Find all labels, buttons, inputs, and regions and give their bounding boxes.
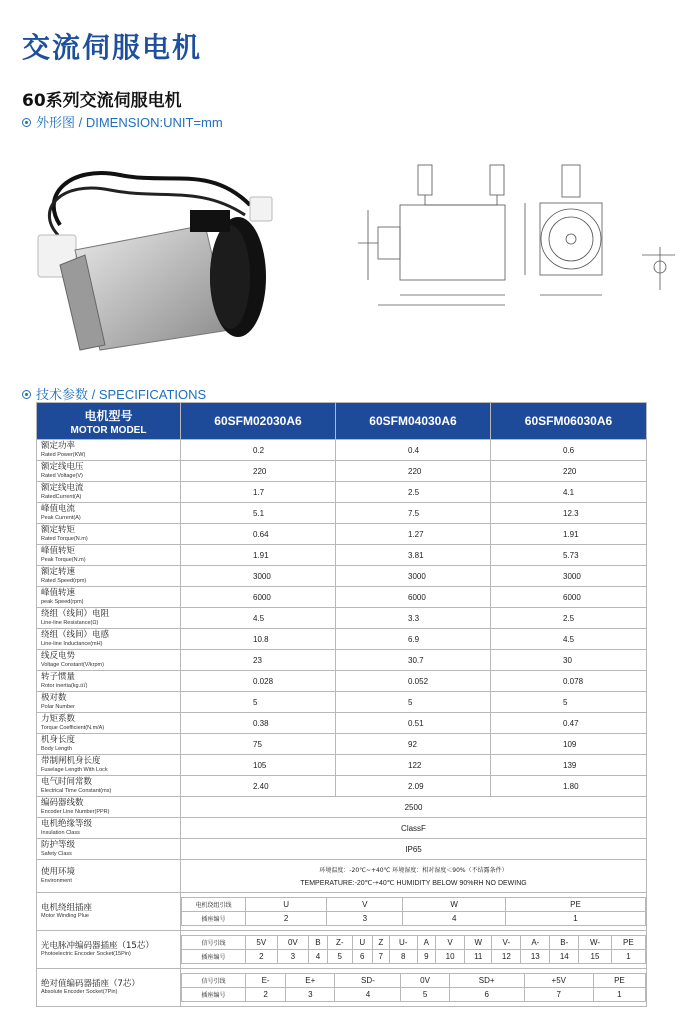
cell-value: 109	[491, 734, 647, 755]
cell-value: 75	[181, 734, 336, 755]
pin-value: 3	[286, 988, 335, 1002]
signal-value: E+	[286, 974, 335, 988]
cell-value: 5	[181, 692, 336, 713]
row-label-cn: 机身长度	[41, 735, 76, 745]
cell-value: 1.80	[491, 776, 647, 797]
pin-value: 15	[579, 950, 611, 964]
cell-value: 92	[336, 734, 491, 755]
signal-value: PE	[611, 936, 645, 950]
cell-value: 139	[491, 755, 647, 776]
pin-value: 1	[611, 950, 645, 964]
row-label-en: Peak Torque(N.m)	[41, 556, 86, 563]
signal-value: PE	[593, 974, 645, 988]
row-label-en: Voltage Constant(V/krpm)	[41, 661, 104, 668]
row-label	[37, 692, 181, 713]
row-label-en: Rotor inertia(kg.㎡)	[41, 682, 88, 689]
cell-value: 2.5	[336, 482, 491, 503]
table-row	[37, 734, 647, 755]
pin-value: 14	[550, 950, 579, 964]
cell-value: 0.2	[181, 440, 336, 461]
table-row	[37, 713, 647, 734]
cell-value: 5	[491, 692, 647, 713]
row-label-cn: 峰值转矩	[41, 546, 76, 556]
row-label-cn: 使用环境	[41, 867, 76, 877]
cell-value: 0.51	[336, 713, 491, 734]
environment-cell	[181, 860, 647, 893]
row-label	[37, 893, 181, 931]
row-label	[37, 503, 181, 524]
cell-value: 4.1	[491, 482, 647, 503]
row-label-cn: 峰值转速	[41, 588, 76, 598]
row-label-en: Polar Number	[41, 703, 75, 710]
target-icon	[22, 390, 31, 399]
table-row	[37, 587, 647, 608]
row-label	[37, 545, 181, 566]
row-label	[37, 713, 181, 734]
table-row	[37, 755, 647, 776]
signal-value: SD+	[449, 974, 524, 988]
page-title: 交流伺服电机	[22, 31, 203, 64]
pin-value: 1	[593, 988, 645, 1002]
pin-cell	[181, 931, 647, 969]
pin-value: 7	[524, 988, 593, 1002]
signal-value: B-	[550, 936, 579, 950]
signal-value: V	[436, 936, 465, 950]
row-label	[37, 839, 181, 860]
target-icon	[22, 118, 31, 127]
signal-value: PE	[506, 898, 646, 912]
cell-value: 4.5	[491, 629, 647, 650]
table-row	[37, 650, 647, 671]
row-label-cn: 电气时间常数	[41, 777, 93, 787]
pin-row	[182, 950, 646, 964]
row-label-cn: 额定转矩	[41, 525, 76, 535]
row-label	[37, 440, 181, 461]
cell-value: 10.8	[181, 629, 336, 650]
row-label-en: Safety Class	[41, 850, 72, 857]
row-label	[37, 860, 181, 893]
signal-value: 5V	[246, 936, 278, 950]
table-row	[37, 776, 647, 797]
model-header	[37, 403, 181, 440]
row-label-cn: 电机绕组插座	[41, 902, 93, 913]
row-label	[37, 797, 181, 818]
pin-value: 1	[506, 912, 646, 926]
cell-value: 2.40	[181, 776, 336, 797]
cell-value: 2.5	[491, 608, 647, 629]
row-label-en: RatedCurrent(A)	[41, 493, 82, 500]
pin-value: 4	[335, 988, 401, 1002]
row-label	[37, 650, 181, 671]
row-label-en: Rated Speed(rpm)	[41, 577, 87, 584]
pin-value: 2	[246, 912, 327, 926]
cell-value: 23	[181, 650, 336, 671]
signal-value: SD-	[335, 974, 401, 988]
row-label-cn: 带制闸机身长度	[41, 756, 101, 766]
cell-value: 122	[336, 755, 491, 776]
model-col-1: 60SFM02030A6	[181, 403, 336, 440]
cell-value: 3000	[491, 566, 647, 587]
signal-value: A-	[521, 936, 550, 950]
cell-value: 30.7	[336, 650, 491, 671]
series-title: 60系列交流伺服电机	[22, 91, 182, 111]
signal-value: 0V	[277, 936, 309, 950]
cell-value: 1.91	[491, 524, 647, 545]
environment-line-cn: 环境温度：-20℃~+40℃ 环境湿度：相对湿度＜90%（不结露条件）	[319, 867, 508, 874]
row-label-en: Rated Power(KW)	[41, 451, 86, 458]
row-label	[37, 818, 181, 839]
motor-photo	[30, 155, 280, 355]
cell-value: 2500	[181, 797, 647, 818]
table-row	[37, 545, 647, 566]
pin-value: 5	[327, 950, 352, 964]
row-label-en: Photoelectric Encoder Socket(15Pin)	[41, 951, 131, 957]
cell-value: 2.09	[336, 776, 491, 797]
pin-value: 4	[309, 950, 328, 964]
cell-value: 220	[181, 461, 336, 482]
signal-row	[182, 936, 646, 950]
pin-value: 11	[465, 950, 492, 964]
row-label-en: Fuselage Length With Lock	[41, 766, 108, 773]
signal-value: Z	[372, 936, 389, 950]
row-label	[37, 629, 181, 650]
table-row	[37, 482, 647, 503]
signal-value: E-	[246, 974, 286, 988]
cell-value: 5.1	[181, 503, 336, 524]
cell-value: 6000	[491, 587, 647, 608]
row-label-en: Rated Torque(N.m)	[41, 535, 88, 542]
table-row	[37, 839, 647, 860]
cell-value: 220	[336, 461, 491, 482]
table-row	[37, 503, 647, 524]
table-row	[37, 629, 647, 650]
row-label-en: Torque Coefficient(N.m/A)	[41, 724, 105, 731]
row-label-en: Line-line Resistance(Ω)	[41, 619, 99, 626]
table-row	[37, 969, 647, 1007]
cell-value: 0.38	[181, 713, 336, 734]
row-label-cn: 极对数	[41, 693, 67, 703]
row-label-en: peak Speed(rpm)	[41, 598, 84, 605]
signal-value: A	[417, 936, 436, 950]
row-label-en: Body Length	[41, 745, 72, 752]
pin-cell	[181, 969, 647, 1007]
pin-value: 12	[492, 950, 521, 964]
cell-value: 0.052	[336, 671, 491, 692]
pin-row	[182, 912, 646, 926]
pin-value: 2	[246, 988, 286, 1002]
signal-label: 信号引线	[182, 936, 246, 950]
pin-value: 13	[521, 950, 550, 964]
table-row	[37, 461, 647, 482]
row-label	[37, 482, 181, 503]
row-label-en: Environment	[41, 877, 72, 884]
row-label-cn: 光电脉冲编码器插座（15芯）	[41, 940, 154, 951]
row-label	[37, 755, 181, 776]
pin-value: 3	[277, 950, 309, 964]
row-label	[37, 931, 181, 969]
cell-value: 3.81	[336, 545, 491, 566]
pin-value: 10	[436, 950, 465, 964]
row-label-cn: 电机绝缘等级	[41, 819, 93, 829]
row-label-cn: 额定功率	[41, 441, 76, 451]
cell-value: 30	[491, 650, 647, 671]
signal-value: W	[465, 936, 492, 950]
pin-value: 6	[352, 950, 372, 964]
model-col-2: 60SFM04030A6	[336, 403, 491, 440]
cell-value: 220	[491, 461, 647, 482]
spec-section-label	[22, 384, 206, 403]
pin-row	[182, 988, 646, 1002]
pin-value: 5	[401, 988, 449, 1002]
row-label-en: Insulation Class	[41, 829, 80, 836]
cell-value: ClassF	[181, 818, 647, 839]
pin-label: 插座编号	[182, 950, 246, 964]
signal-value: +5V	[524, 974, 593, 988]
cell-value: 0.4	[336, 440, 491, 461]
pin-value: 2	[246, 950, 278, 964]
row-label	[37, 524, 181, 545]
cell-value: 1.91	[181, 545, 336, 566]
signal-value: V-	[492, 936, 521, 950]
row-label-en: Motor Winding Plue	[41, 913, 89, 919]
pin-value: 9	[417, 950, 436, 964]
table-row	[37, 566, 647, 587]
table-row	[37, 797, 647, 818]
cell-value: 0.47	[491, 713, 647, 734]
cell-value: 1.7	[181, 482, 336, 503]
cell-value: 0.64	[181, 524, 336, 545]
row-label-cn: 线反电势	[41, 651, 76, 661]
row-label-cn: 额定线电压	[41, 462, 84, 472]
signal-value: V	[327, 898, 403, 912]
pin-grid	[181, 897, 646, 926]
row-label	[37, 776, 181, 797]
row-label-cn: 额定线电流	[41, 483, 84, 493]
cell-value: 12.3	[491, 503, 647, 524]
model-col-3: 60SFM06030A6	[491, 403, 647, 440]
signal-value: U	[352, 936, 372, 950]
signal-row	[182, 974, 646, 988]
dimension-drawing	[340, 155, 685, 315]
cell-value: 7.5	[336, 503, 491, 524]
table-row	[37, 608, 647, 629]
table-row	[37, 692, 647, 713]
row-label-en: Absolute Encoder Socket(7Pin)	[41, 989, 118, 995]
row-label-cn: 额定转速	[41, 567, 76, 577]
cell-value: 0.078	[491, 671, 647, 692]
row-label-cn: 力矩系数	[41, 714, 76, 724]
environment-line-en: TEMPERATURE:-20℃-+40℃ HUMIDITY BELOW 90%RH NO DEWING	[300, 880, 527, 887]
cell-value: 5	[336, 692, 491, 713]
signal-value: U	[246, 898, 327, 912]
row-label-en: Encoder Line Number(PPR)	[41, 808, 110, 815]
cell-value: 6.9	[336, 629, 491, 650]
spec-table	[36, 402, 647, 1007]
pin-value: 8	[389, 950, 417, 964]
table-row	[37, 671, 647, 692]
table-row	[37, 440, 647, 461]
row-label-en: Rated Voltage(V)	[41, 472, 83, 479]
row-label	[37, 608, 181, 629]
cell-value: 0.6	[491, 440, 647, 461]
cell-value: 3000	[181, 566, 336, 587]
row-label	[37, 587, 181, 608]
model-header-en: MOTOR MODEL	[70, 424, 147, 436]
table-row	[37, 893, 647, 931]
cell-value: IP65	[181, 839, 647, 860]
signal-label: 电机绕组引线	[182, 898, 246, 912]
signal-value: B	[309, 936, 328, 950]
signal-value: U-	[389, 936, 417, 950]
row-label-cn: 转子惯量	[41, 672, 76, 682]
table-row	[37, 860, 647, 893]
pin-value: 4	[403, 912, 506, 926]
signal-row	[182, 898, 646, 912]
row-label-en: Line-line Inductance(mH)	[41, 640, 103, 647]
dimension-label-text: 外形图 / DIMENSION:UNIT=mm	[36, 115, 223, 130]
spec-label-text: 技术参数 / SPECIFICATIONS	[36, 387, 207, 402]
cell-value: 5.73	[491, 545, 647, 566]
pin-value: 7	[372, 950, 389, 964]
row-label	[37, 671, 181, 692]
row-label-cn: 防护等级	[41, 840, 76, 850]
spec-table-header	[37, 403, 647, 440]
row-label-cn: 绕组（线间）电阻	[41, 609, 110, 619]
row-label-en: Peak Current(A)	[41, 514, 81, 521]
cell-value: 105	[181, 755, 336, 776]
row-label-en: Electrical Time Constant(ms)	[41, 787, 112, 794]
pin-grid	[181, 935, 646, 964]
row-label-cn: 编码器线数	[41, 798, 84, 808]
signal-value: W-	[579, 936, 611, 950]
pin-label: 插座编号	[182, 912, 246, 926]
signal-value: 0V	[401, 974, 449, 988]
row-label-cn: 绕组（线间）电感	[41, 630, 110, 640]
pin-cell	[181, 893, 647, 931]
cell-value: 3.3	[336, 608, 491, 629]
pin-value: 3	[327, 912, 403, 926]
table-row	[37, 524, 647, 545]
cell-value: 1.27	[336, 524, 491, 545]
cell-value: 6000	[336, 587, 491, 608]
cell-value: 4.5	[181, 608, 336, 629]
model-header-cn: 电机型号	[84, 408, 133, 423]
cell-value: 3000	[336, 566, 491, 587]
pin-value: 6	[449, 988, 524, 1002]
row-label	[37, 969, 181, 1007]
table-row	[37, 931, 647, 969]
cell-value: 6000	[181, 587, 336, 608]
table-row	[37, 818, 647, 839]
signal-value: Z-	[327, 936, 352, 950]
row-label	[37, 461, 181, 482]
signal-label: 信号引线	[182, 974, 246, 988]
cell-value: 0.028	[181, 671, 336, 692]
pin-label: 插座编号	[182, 988, 246, 1002]
row-label-cn: 峰值电流	[41, 504, 76, 514]
spec-table-body	[37, 440, 647, 1007]
row-label	[37, 734, 181, 755]
row-label	[37, 566, 181, 587]
row-label-cn: 绝对值编码器插座（7芯）	[41, 978, 140, 989]
signal-value: W	[403, 898, 506, 912]
dimension-section-label	[22, 112, 223, 131]
pin-grid	[181, 973, 646, 1002]
